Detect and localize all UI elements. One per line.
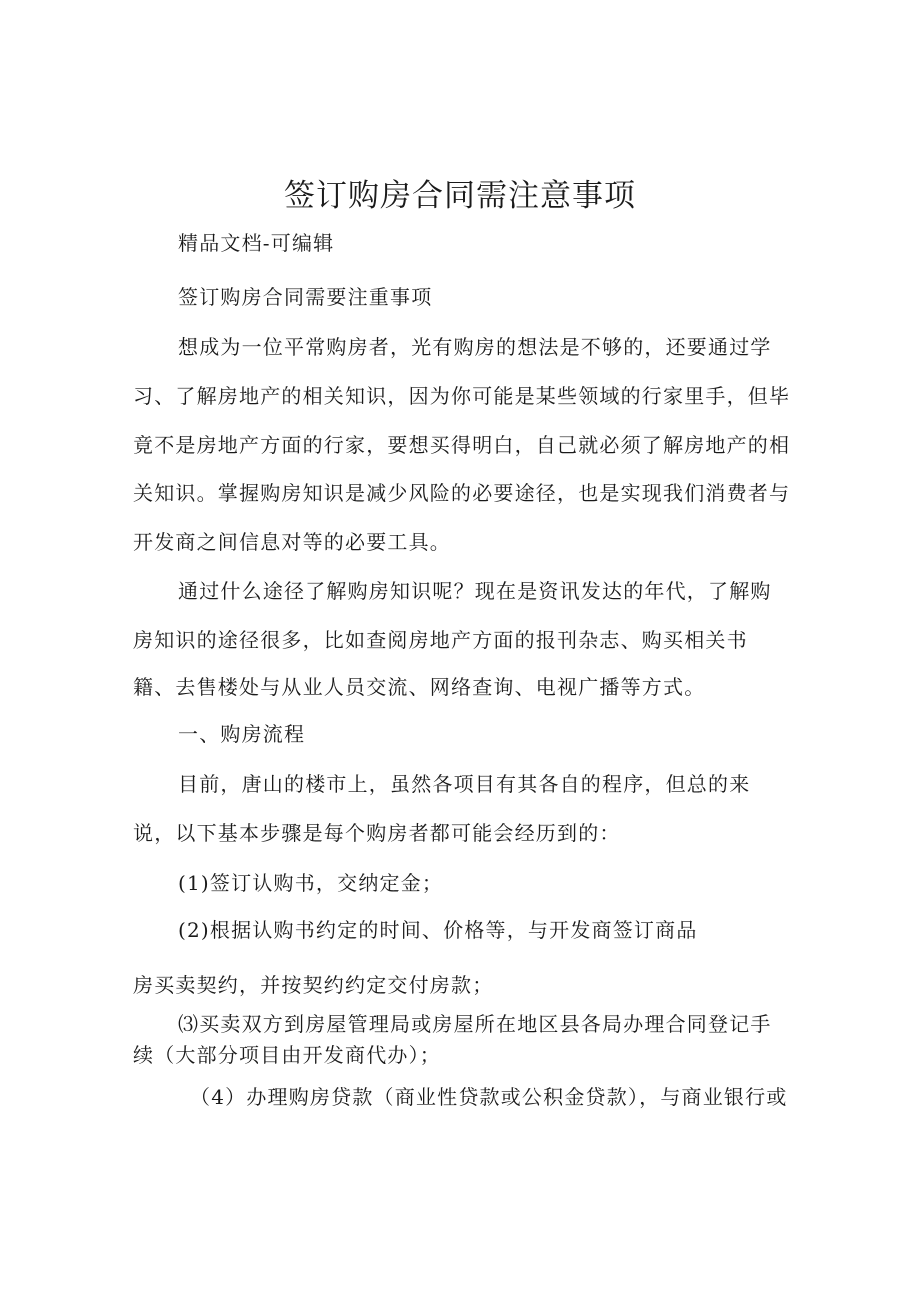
step-item: （4）办理购房贷款（商业性贷款或公积金贷款），与商业银行或 bbox=[190, 1085, 788, 1109]
step-item: (1)签订认购书，交纳定金； bbox=[178, 871, 444, 895]
paragraph-line: 房知识的途径很多，比如查阅房地产方面的报刊杂志、购买相关书 bbox=[133, 628, 748, 652]
page-title: 签订购房合同需注意事项 bbox=[284, 178, 636, 214]
paragraph-line: 目前，唐山的楼市上，虽然各项目有其各自的程序，但总的来 bbox=[178, 772, 751, 796]
paragraph-line: 说，以下基本步骤是每个购房者都可能会经历到的： bbox=[133, 821, 621, 845]
subtitle-note: 精品文档-可编辑 bbox=[178, 231, 335, 255]
step-item: ⑶买卖双方到房屋管理局或房屋所在地区县各局办理合同登记手 bbox=[178, 1012, 772, 1036]
paragraph-line: 关知识。掌握购房知识是减少风险的必要途径，也是实现我们消费者与 bbox=[133, 481, 791, 505]
paragraph-line: 竟不是房地产方面的行家，要想买得明白，自己就必须了解房地产的相 bbox=[133, 433, 791, 457]
paragraph-line: 习、了解房地产的相关知识，因为你可能是某些领域的行家里手，但毕 bbox=[133, 384, 791, 408]
step-item: 房买卖契约，并按契约约定交付房款； bbox=[133, 973, 494, 997]
step-item: (2)根据认购书约定的时间、价格等，与开发商签订商品 bbox=[178, 918, 698, 942]
paragraph-line: 想成为一位平常购房者，光有购房的想法是不够的，还要通过学 bbox=[178, 335, 772, 359]
paragraph-line: 籍、去售楼处与从业人员交流、网络查询、电视广播等方式。 bbox=[133, 675, 706, 699]
paragraph-line: 通过什么途径了解购房知识呢？现在是资讯发达的年代，了解购 bbox=[178, 579, 772, 603]
section-heading: 一、购房流程 bbox=[178, 722, 306, 746]
step-item: 续（大部分项目由开发商代办）； bbox=[133, 1043, 441, 1067]
subheading: 签订购房合同需要注重事项 bbox=[178, 285, 433, 309]
paragraph-line: 开发商之间信息对等的必要工具。 bbox=[133, 530, 451, 554]
